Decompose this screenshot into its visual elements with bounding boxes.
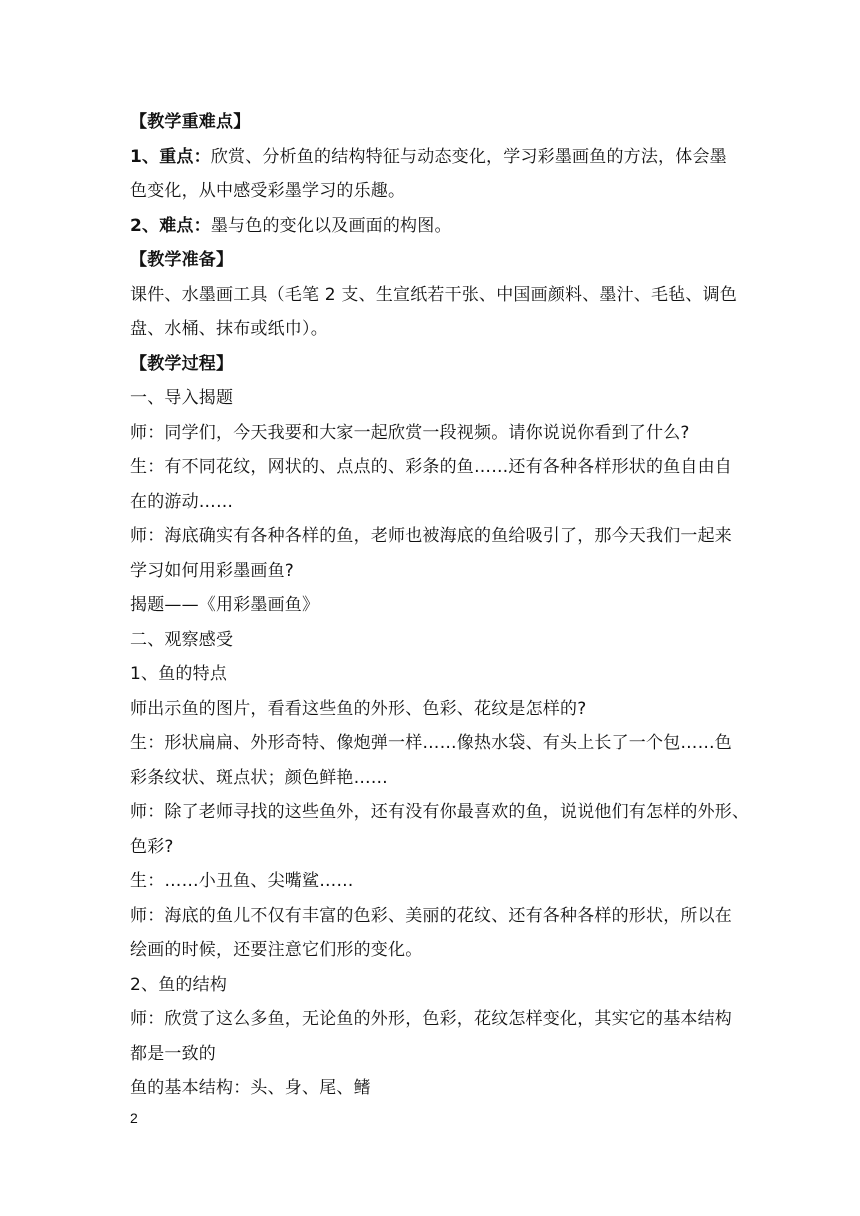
paragraph-line: 师：同学们，今天我要和大家一起欣赏一段视频。请你说说你看到了什么? [130,422,690,443]
paragraph-line: 1、鱼的特点 [130,664,228,684]
section-heading: 【教学过程】 [130,353,234,374]
paragraph-line: 生：有不同花纹，网状的、点点的、彩条的鱼……还有各种各样形状的鱼自由自 [130,457,732,477]
section-heading: 【教学准备】 [130,250,234,270]
paragraph-line [130,209,735,244]
paragraph-line: 师出示鱼的图片，看看这些鱼的外形、色彩、花纹是怎样的? [130,698,587,719]
item-label: 2、难点： [130,215,211,236]
paragraph-line: 色变化，从中感受彩墨学习的乐趣。 [130,181,406,201]
item-text: 墨与色的变化以及画面的构图。 [210,215,452,236]
paragraph-line: 都是一致的 [130,1043,216,1064]
section-heading: 【教学重难点】 [130,112,251,132]
paragraph-line: 鱼的基本结构：头、身、尾、鳍 [130,1078,371,1098]
paragraph-line: 学习如何用彩墨画鱼? [130,560,295,581]
document-body [130,105,750,1106]
paragraph-line [130,140,735,175]
paragraph-line: 揭题——《用彩墨画鱼》 [130,595,320,615]
item-text: 欣赏、分析鱼的结构特征与动态变化，学习彩墨画鱼的方法，体会墨 [210,146,727,167]
paragraph-line: 生：……小丑鱼、尖嘴鲨…… [130,871,354,891]
paragraph-line: 彩条纹状、斑点状；颜色鲜艳…… [130,767,388,788]
paragraph-line: 色彩? [130,836,174,857]
paragraph-line: 师：海底确实有各种各样的鱼，老师也被海底的鱼给吸引了，那今天我们一起来 [130,526,732,546]
paragraph-line: 二、观察感受 [130,629,234,650]
paragraph-line: 师：海底的鱼儿不仅有丰富的色彩、美丽的花纹、还有各种各样的形状，所以在 [130,905,732,926]
paragraph-line: 师：欣赏了这么多鱼，无论鱼的外形，色彩，花纹怎样变化，其实它的基本结构 [130,1009,732,1029]
paragraph-line: 师：除了老师寻找的这些鱼外，还有没有你最喜欢的鱼，说说他们有怎样的外形、 [130,802,750,822]
paragraph-line: 盘、水桶、抹布或纸巾）。 [130,319,328,339]
paragraph-line: 生：形状扁扁、外形奇特、像炮弹一样……像热水袋、有头上长了一个包……色 [130,733,732,753]
paragraph-line: 课件、水墨画工具（毛笔 2 支、生宣纸若干张、中国画颜料、墨汁、毛毡、调色 [130,284,738,305]
paragraph-line: 绘画的时候，还要注意它们形的变化。 [130,940,423,960]
paragraph-line: 一、导入揭题 [130,388,234,408]
paragraph-line: 2、鱼的结构 [130,974,228,995]
paragraph-line: 在的游动…… [130,491,234,512]
item-label: 1、重点： [130,146,211,167]
page-number: 2 [130,1110,138,1126]
